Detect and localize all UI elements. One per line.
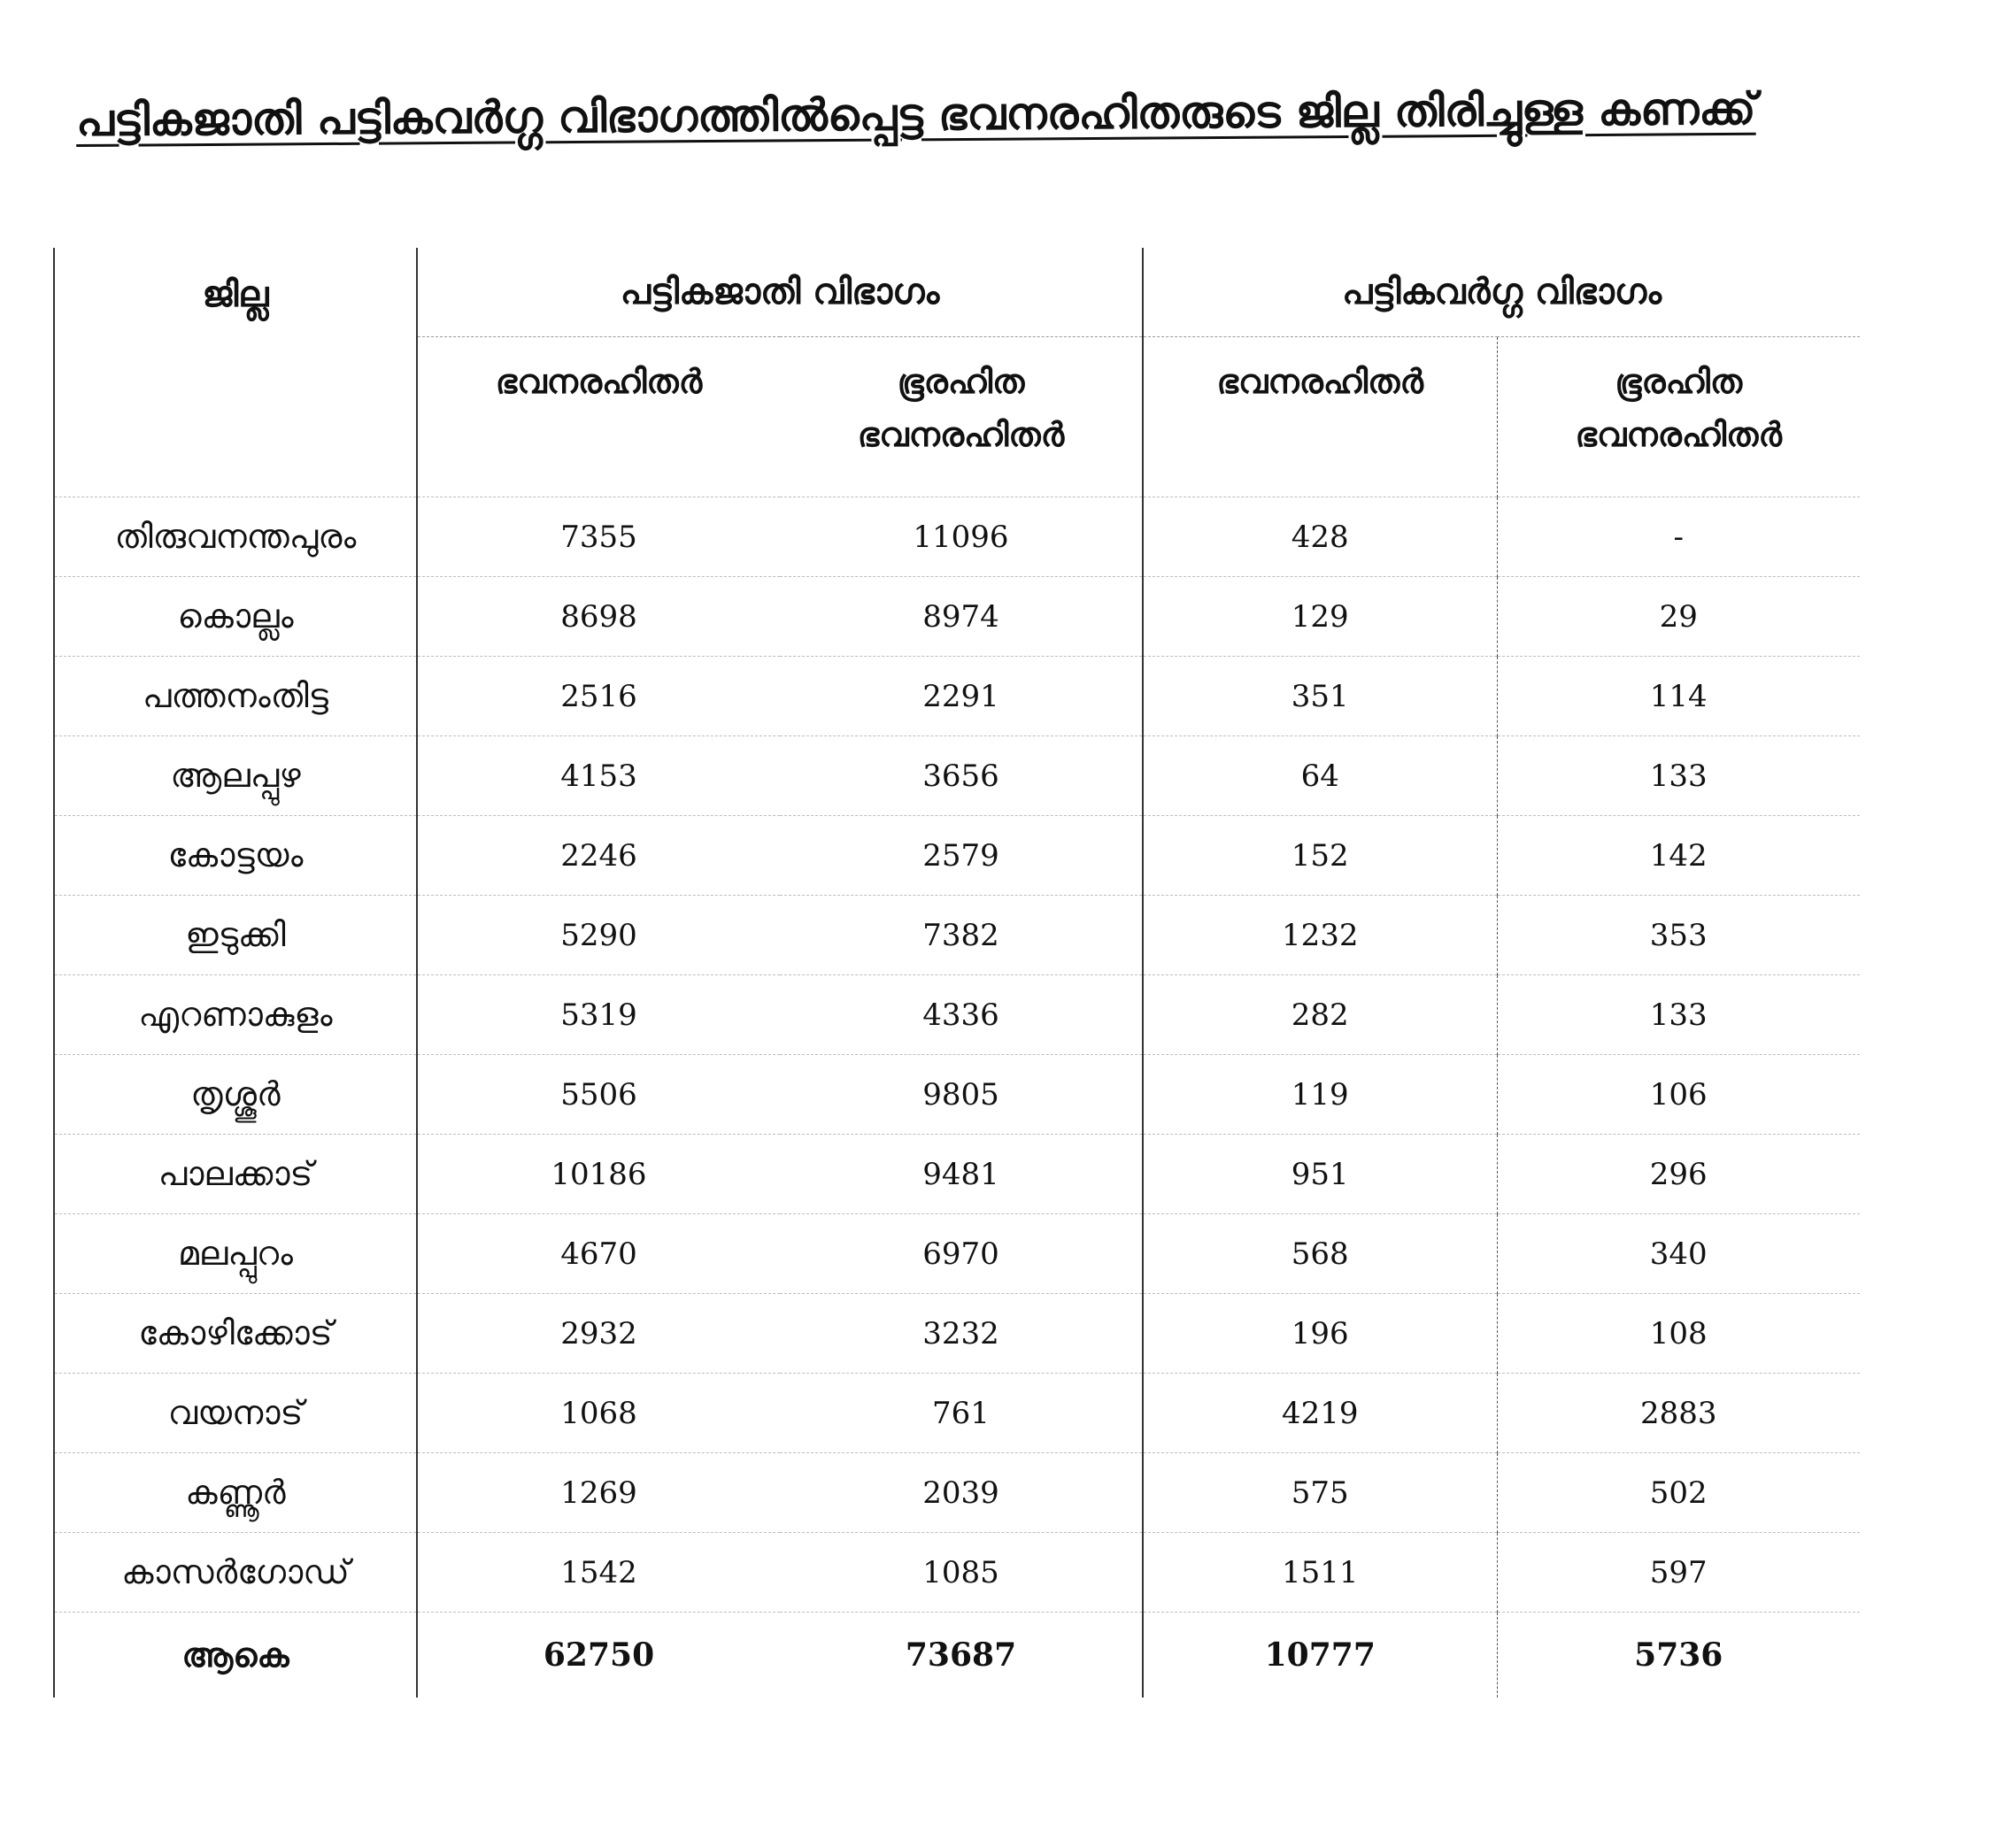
- st-landless-cell: 502: [1497, 1453, 1860, 1533]
- district-cell: തിരുവനന്തപുരം: [54, 497, 417, 577]
- sc-homeless-cell: 8698: [417, 577, 780, 657]
- sc-homeless-cell: 1068: [417, 1374, 780, 1453]
- sc-homeless-cell: 2246: [417, 816, 780, 896]
- st-homeless-cell: 4219: [1143, 1374, 1497, 1453]
- st-homeless-cell: 568: [1143, 1214, 1497, 1294]
- district-cell: പത്തനംതിട്ട: [54, 657, 417, 736]
- st-landless-cell: 340: [1497, 1214, 1860, 1294]
- sc-landless-cell: 761: [780, 1374, 1143, 1453]
- homeless-table-container: [53, 248, 1859, 1682]
- st-homeless-cell: 575: [1143, 1453, 1497, 1533]
- district-cell: കോഴിക്കോട്: [54, 1294, 417, 1374]
- table-row: [54, 1533, 1860, 1613]
- table-row: [54, 896, 1860, 975]
- table-row: [54, 1374, 1860, 1453]
- sc-homeless-cell: 4670: [417, 1214, 780, 1294]
- table-row: [54, 657, 1860, 736]
- st-homeless-cell: 428: [1143, 497, 1497, 577]
- table-row: [54, 1453, 1860, 1533]
- district-cell: കൊല്ലം: [54, 577, 417, 657]
- st-landless-cell: 108: [1497, 1294, 1860, 1374]
- table-row: [54, 1294, 1860, 1374]
- st-homeless-cell: 64: [1143, 736, 1497, 816]
- total-label-cell: ആകെ: [54, 1613, 417, 1698]
- sc-group-header: പട്ടികജാതി വിഭാഗം: [417, 248, 1143, 337]
- sc-landless-cell: 3656: [780, 736, 1143, 816]
- st-landless-cell: 106: [1497, 1055, 1860, 1135]
- st-landless-cell: 142: [1497, 816, 1860, 896]
- total-st-landless-cell: 5736: [1497, 1613, 1860, 1698]
- district-cell: വയനാട്: [54, 1374, 417, 1453]
- st-homeless-cell: 119: [1143, 1055, 1497, 1135]
- table-row: [54, 975, 1860, 1055]
- st-landless-cell: 133: [1497, 736, 1860, 816]
- district-cell: തൃശ്ശൂർ: [54, 1055, 417, 1135]
- st-homeless-cell: 1232: [1143, 896, 1497, 975]
- document-title: പട്ടികജാതി പട്ടികവർഗ്ഗ വിഭാഗത്തിൽപ്പെട്ട ഭവനരഹിതരുടെ ജില്ല തിരിച്ചുള്ള കണക്ക്: [75, 82, 1756, 146]
- st-landless-cell: 114: [1497, 657, 1860, 736]
- st-homeless-cell: 351: [1143, 657, 1497, 736]
- st-landless-line1: ഭൂരഹിത: [1615, 362, 1743, 401]
- table-row: [54, 497, 1860, 577]
- total-row: [54, 1613, 1860, 1698]
- district-cell: ആലപ്പുഴ: [54, 736, 417, 816]
- sc-landless-cell: 1085: [780, 1533, 1143, 1613]
- sc-landless-cell: 3232: [780, 1294, 1143, 1374]
- sc-landless-cell: 2039: [780, 1453, 1143, 1533]
- sc-landless-cell: 11096: [780, 497, 1143, 577]
- st-homeless-cell: 129: [1143, 577, 1497, 657]
- district-cell: കാസർഗോഡ്: [54, 1533, 417, 1613]
- sc-landless-cell: 2579: [780, 816, 1143, 896]
- sc-homeless-cell: 10186: [417, 1135, 780, 1214]
- table-row: [54, 1214, 1860, 1294]
- st-landless-cell: -: [1497, 497, 1860, 577]
- total-sc-landless-cell: 73687: [780, 1613, 1143, 1698]
- sc-landless-cell: 8974: [780, 577, 1143, 657]
- sc-landless-cell: 9481: [780, 1135, 1143, 1214]
- table-row: [54, 577, 1860, 657]
- total-sc-homeless-cell: 62750: [417, 1613, 780, 1698]
- table-row: [54, 1055, 1860, 1135]
- homeless-table: [53, 248, 1860, 1698]
- st-homeless-cell: 196: [1143, 1294, 1497, 1374]
- sc-landless-cell: 9805: [780, 1055, 1143, 1135]
- sc-homeless-cell: 5290: [417, 896, 780, 975]
- district-cell: പാലക്കാട്: [54, 1135, 417, 1214]
- st-landless-line2: ഭവനരഹിതർ: [1575, 415, 1782, 454]
- st-landless-cell: 353: [1497, 896, 1860, 975]
- st-group-header: പട്ടികവർഗ്ഗ വിഭാഗം: [1143, 248, 1860, 337]
- district-cell: കണ്ണൂർ: [54, 1453, 417, 1533]
- sc-homeless-header: ഭവനരഹിതർ: [417, 337, 780, 497]
- sc-homeless-cell: 2932: [417, 1294, 780, 1374]
- st-landless-cell: 296: [1497, 1135, 1860, 1214]
- table-row: [54, 1135, 1860, 1214]
- st-homeless-cell: 951: [1143, 1135, 1497, 1214]
- sc-landless-line1: ഭൂരഹിത: [897, 362, 1025, 401]
- st-landless-homeless-header: [1497, 337, 1860, 497]
- st-homeless-cell: 1511: [1143, 1533, 1497, 1613]
- sc-landless-line2: ഭവനരഹിതർ: [857, 415, 1065, 454]
- district-cell: ഇടുക്കി: [54, 896, 417, 975]
- sc-landless-cell: 2291: [780, 657, 1143, 736]
- st-homeless-cell: 152: [1143, 816, 1497, 896]
- sc-homeless-cell: 1269: [417, 1453, 780, 1533]
- sc-homeless-cell: 1542: [417, 1533, 780, 1613]
- st-landless-cell: 29: [1497, 577, 1860, 657]
- sc-landless-homeless-header: [780, 337, 1143, 497]
- district-column-header: ജില്ല: [54, 248, 417, 497]
- st-landless-cell: 2883: [1497, 1374, 1860, 1453]
- sc-homeless-cell: 4153: [417, 736, 780, 816]
- st-landless-cell: 597: [1497, 1533, 1860, 1613]
- sc-landless-cell: 4336: [780, 975, 1143, 1055]
- total-st-homeless-cell: 10777: [1143, 1613, 1497, 1698]
- table-row: [54, 736, 1860, 816]
- sc-homeless-cell: 5319: [417, 975, 780, 1055]
- district-cell: എറണാകുളം: [54, 975, 417, 1055]
- sc-homeless-cell: 2516: [417, 657, 780, 736]
- st-homeless-cell: 282: [1143, 975, 1497, 1055]
- district-cell: കോട്ടയം: [54, 816, 417, 896]
- st-landless-cell: 133: [1497, 975, 1860, 1055]
- sc-homeless-cell: 5506: [417, 1055, 780, 1135]
- table-row: [54, 816, 1860, 896]
- sc-landless-cell: 6970: [780, 1214, 1143, 1294]
- sc-landless-cell: 7382: [780, 896, 1143, 975]
- district-cell: മലപ്പുറം: [54, 1214, 417, 1294]
- st-homeless-header: ഭവനരഹിതർ: [1143, 337, 1497, 497]
- sc-homeless-cell: 7355: [417, 497, 780, 577]
